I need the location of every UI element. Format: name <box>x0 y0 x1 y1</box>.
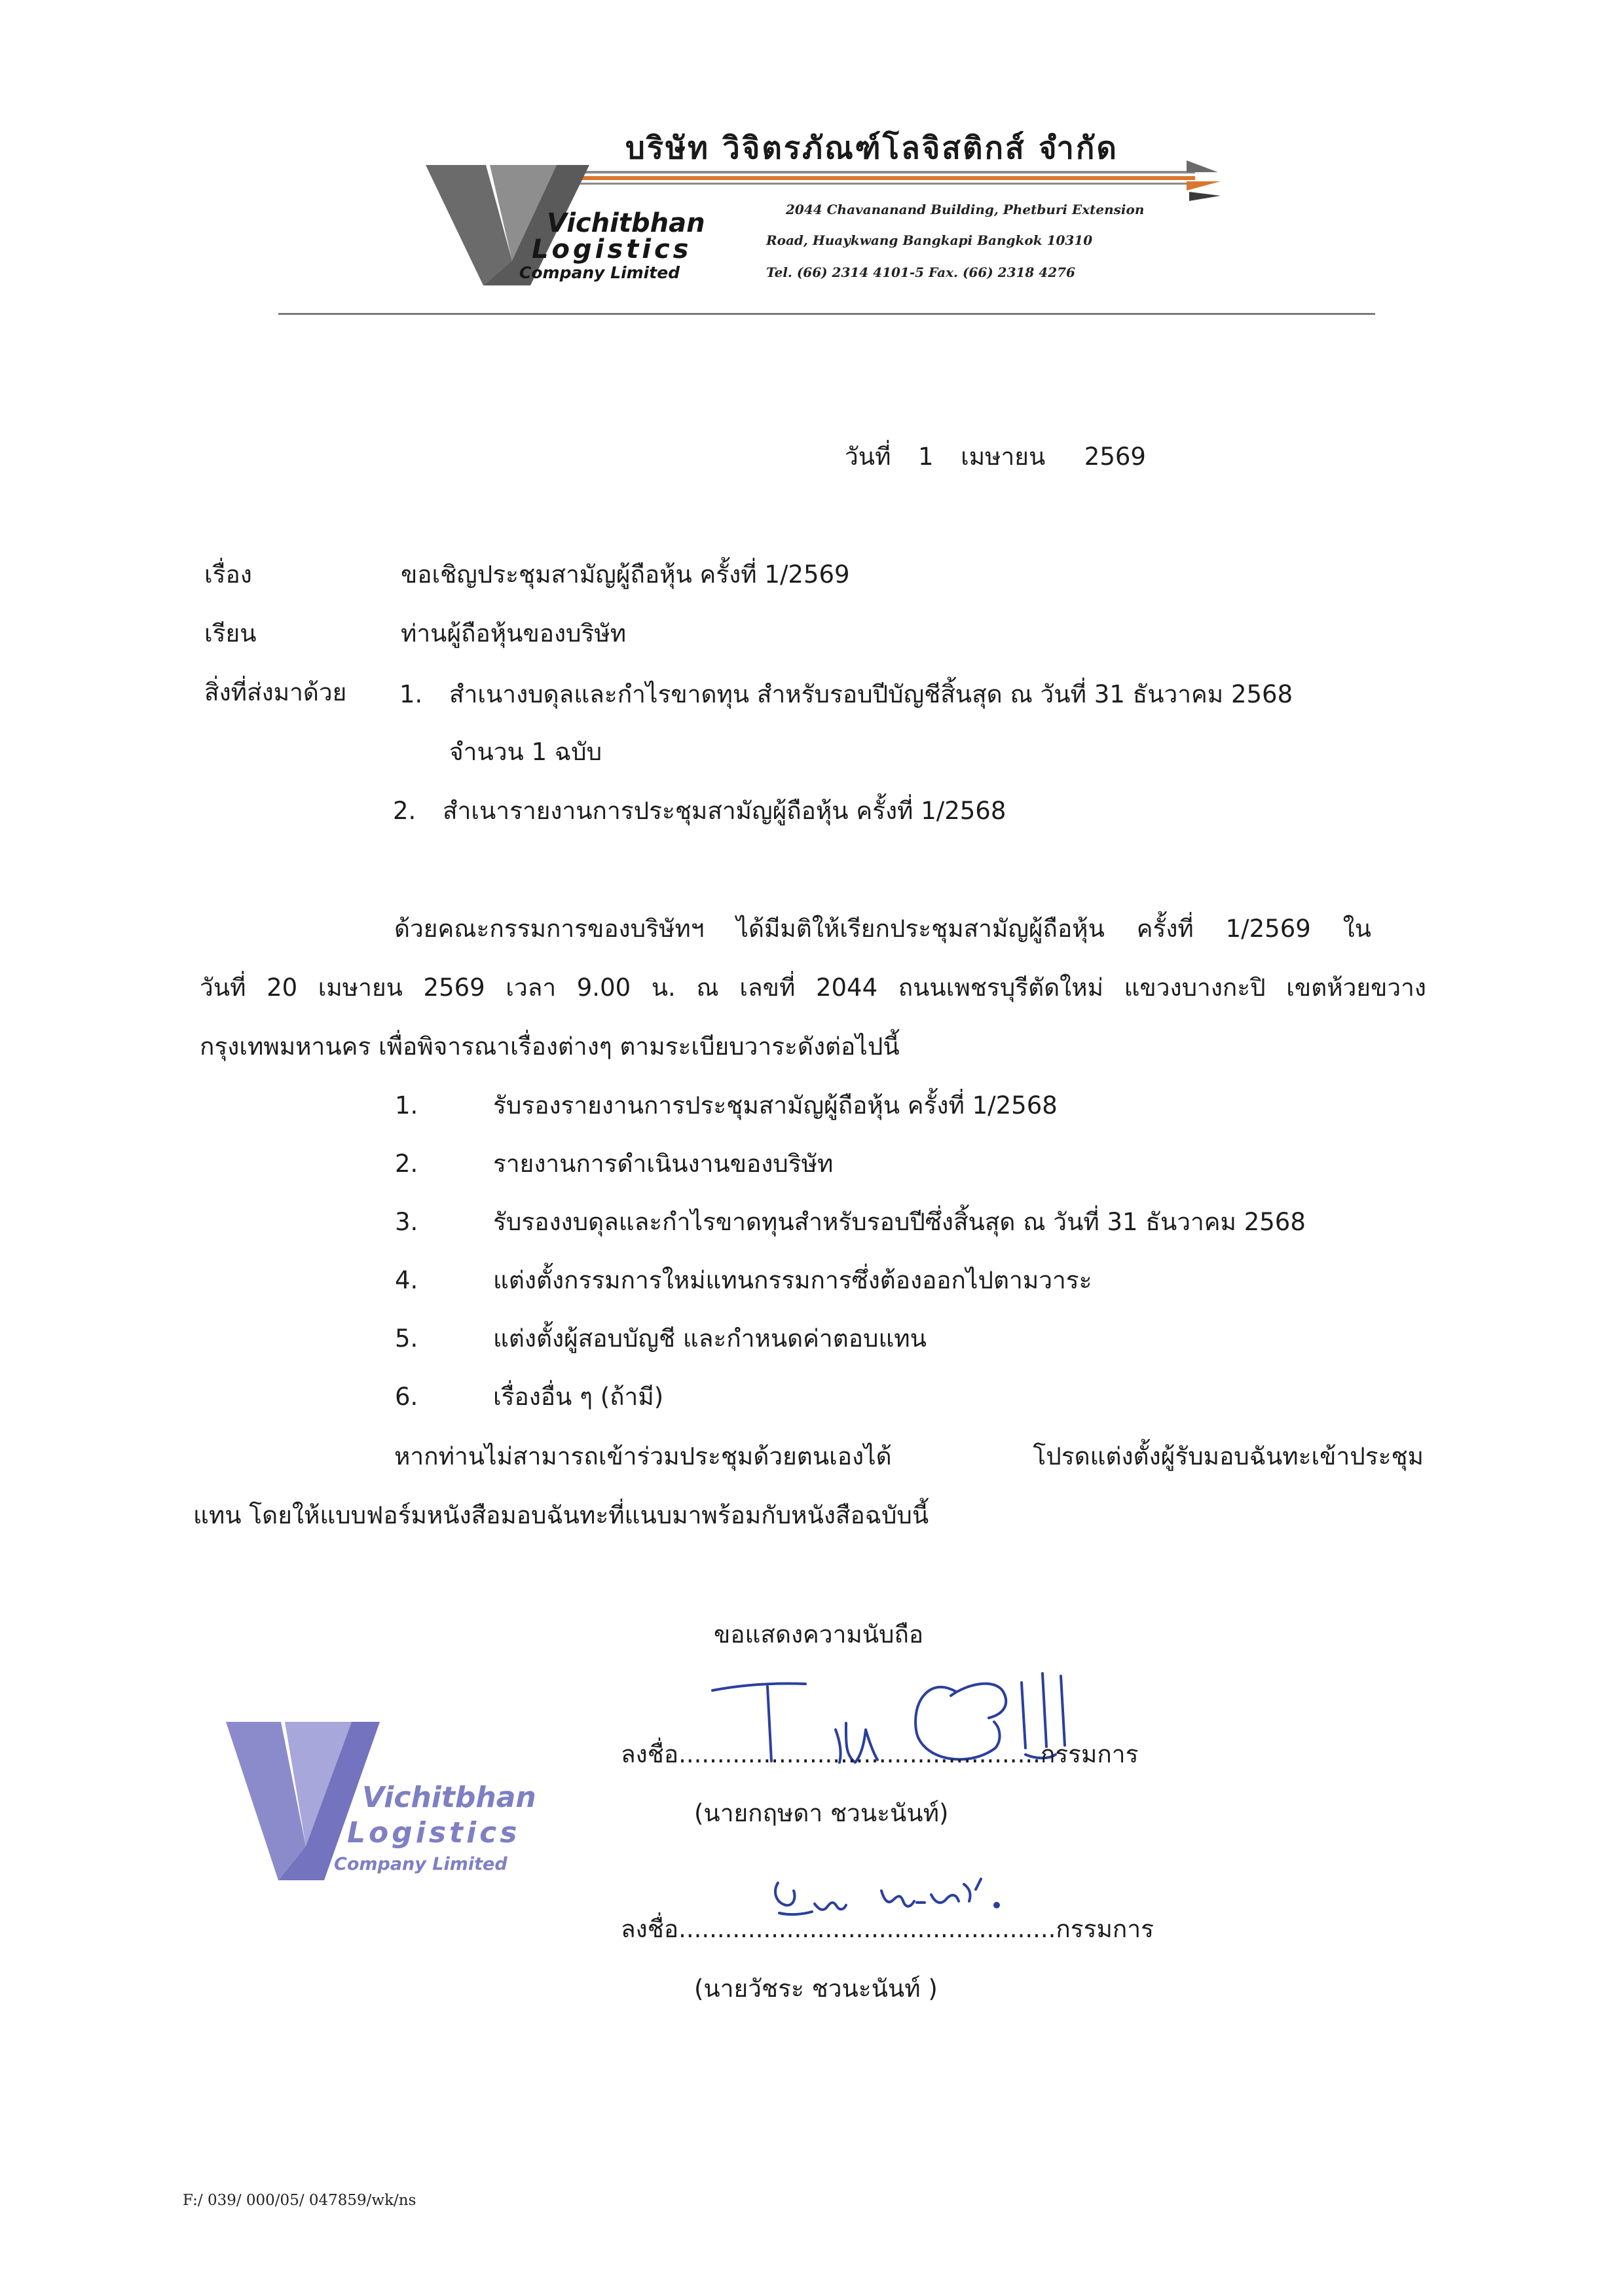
enclosure-2-number: 2. <box>393 797 416 825</box>
enclosure-2-text: สำเนารายงานการประชุมสามัญผู้ถือหุ้น ครั้งที่ 1/2568 <box>443 797 1006 825</box>
date-year: 2569 <box>1084 443 1146 471</box>
enclosure-1-copies: จำนวน 1 ฉบับ <box>449 738 602 766</box>
enclosure-1-number: 1. <box>399 680 423 708</box>
enclosures-label: สิ่งที่ส่งมาด้วย <box>204 678 347 706</box>
signature-2-name: (นายวัชระ ชวนะนันท์ ) <box>694 1975 938 2003</box>
signature-1-line <box>621 1738 1138 1771</box>
date-label: วันที่ <box>845 443 891 471</box>
recipient-text: ท่านผู้ถือหุ้นของบริษัท <box>401 619 627 647</box>
logo-text-vichitbhan: Vichitbhan <box>547 208 705 238</box>
signature-1-dots: ............................................... <box>678 1740 1041 1768</box>
proxy-paragraph-line-1: หากท่านไม่สามารถเข้าร่วมประชุมด้วยตนเองได้ โปรดแต่งตั้งผู้รับมอบฉันทะเข้าประชุม <box>394 1442 1424 1470</box>
stamp-text-vichitbhan: Vichitbhan <box>362 1781 536 1814</box>
stamp-text-logistics: Logistics <box>347 1816 521 1850</box>
company-name-thai: บริษัท วิจิตรภัณฑ์โลจิสติกส์ จำกัด <box>625 130 1118 166</box>
agenda-item-2-text: รายงานการดำเนินงานของบริษัท <box>493 1150 834 1178</box>
agenda-item-3-text: รับรองงบดุลและกำไรขาดทุนสำหรับรอบปีซึ่งสิ้นสุด ณ วันที่ 31 ธันวาคม 2568 <box>493 1208 1306 1236</box>
agenda-item-4-number: 4. <box>395 1266 418 1294</box>
body-paragraph-line-2: วันที่ 20 เมษายน 2569 เวลา 9.00 น. ณ เลขที่ 2044 ถนนเพชรบุรีตัดใหม่ แขวงบางกะปิ เขตห้วยขวาง <box>200 974 1426 1002</box>
logo-text-company-limited: Company Limited <box>519 263 680 282</box>
enclosure-1-text: สำเนางบดุลและกำไรขาดทุน สำหรับรอบปีบัญชีสิ้นสุด ณ วันที่ 31 ธันวาคม 2568 <box>449 680 1293 708</box>
signature-2-dots: ................................................. <box>678 1915 1056 1943</box>
closing-text: ขอแสดงความนับถือ <box>714 1620 924 1649</box>
agenda-item-2-number: 2. <box>395 1150 418 1178</box>
subject-text: ขอเชิญประชุมสามัญผู้ถือหุ้น ครั้งที่ 1/2569 <box>401 560 850 589</box>
signature-2-label: ลงชื่อ <box>621 1915 679 1943</box>
stamp-text-company-limited: Company Limited <box>334 1854 507 1874</box>
document-reference-code: F:/ 039/ 000/05/ 047859/wk/ns <box>183 2192 416 2209</box>
body-paragraph-line-3: กรุงเทพมหานคร เพื่อพิจารณาเรื่องต่างๆ ตามระเบียบวาระดังต่อไปนี้ <box>200 1032 900 1061</box>
agenda-item-4-text: แต่งตั้งกรรมการใหม่แทนกรรมการซึ่งต้องออกไปตามวาระ <box>493 1266 1092 1294</box>
subject-label: เรื่อง <box>204 560 252 589</box>
agenda-item-5-number: 5. <box>395 1324 418 1353</box>
recipient-label: เรียน <box>204 619 257 647</box>
signature-2-line <box>621 1913 1154 1946</box>
agenda-item-1-text: รับรองรายงานการประชุมสามัญผู้ถือหุ้น ครั้งที่ 1/2568 <box>493 1091 1058 1120</box>
body-paragraph-line-1: ด้วยคณะกรรมการของบริษัทฯ ได้มีมติให้เรียกประชุมสามัญผู้ถือหุ้น ครั้งที่ 1/2569 ใน <box>394 915 1371 943</box>
letterhead-divider <box>278 313 1375 315</box>
signature-1-name: (นายกฤษดา ชวนะนันท์) <box>694 1799 949 1827</box>
company-phone-fax: Tel. (66) 2314 4101-5 Fax. (66) 2318 4276 <box>766 264 1075 280</box>
company-address-line-1: 2044 Chavananand Building, Phetburi Extension <box>786 202 1145 217</box>
date-day: 1 <box>918 443 934 471</box>
date-month: เมษายน <box>961 443 1046 471</box>
signature-2-role: กรรมการ <box>1056 1915 1154 1943</box>
agenda-item-1-number: 1. <box>395 1091 418 1120</box>
agenda-item-5-text: แต่งตั้งผู้สอบบัญชี และกำหนดค่าตอบแทน <box>493 1324 927 1353</box>
logo-text-logistics: Logistics <box>532 234 692 264</box>
date-line <box>845 441 1146 473</box>
agenda-item-3-number: 3. <box>395 1208 418 1236</box>
proxy-paragraph-line-2: แทน โดยให้แบบฟอร์มหนังสือมอบฉันทะที่แนบมาพร้อมกับหนังสือฉบับนี้ <box>193 1501 929 1529</box>
signature-1-label: ลงชื่อ <box>621 1740 679 1768</box>
signature-1-role: กรรมการ <box>1040 1740 1139 1768</box>
agenda-item-6-text: เรื่องอื่น ๆ (ถ้ามี) <box>493 1383 664 1411</box>
company-address-line-2: Road, Huaykwang Bangkapi Bangkok 10310 <box>766 232 1093 248</box>
agenda-item-6-number: 6. <box>395 1383 418 1411</box>
